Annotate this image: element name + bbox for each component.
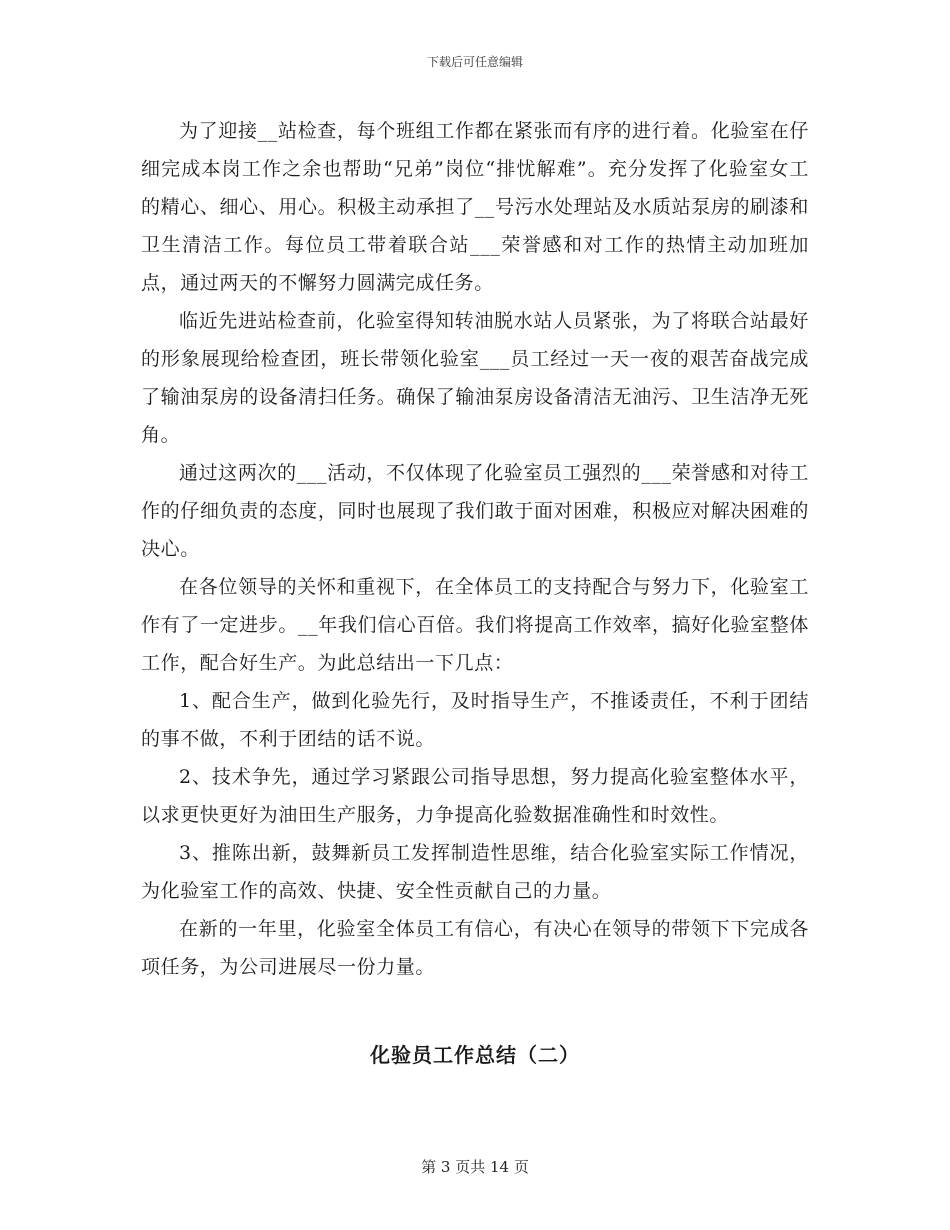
paragraph-4: 在各位领导的关怀和重视下，在全体员工的支持配合与努力下，化验室工作有了一定进步。__年我们信心百倍。我们将提高工作效率，搞好化验室整体工作，配合好生产。为此总结出一下几点：: [141, 576, 809, 674]
list-item-1: 1、配合生产，做到化验先行，及时指导生产，不推诿责任，不利于团结的事不做，不利于团结的话不说。: [141, 690, 809, 750]
paragraph-closing: 在新的一年里，化验室全体员工有信心，有决心在领导的带领下下完成各项任务，为公司进展尽一份力量。: [141, 918, 809, 978]
list-item-3: 3、推陈出新，鼓舞新员工发挥制造性思维，结合化验室实际工作情况，为化验室工作的高效、快捷、安全性贡献自己的力量。: [141, 842, 809, 902]
paragraph-2: 临近先进站检查前，化验室得知转油脱水站人员紧张，为了将联合站最好的形象展现给检查团，班长带领化验室___员工经过一天一夜的艰苦奋战完成了输油泵房的设备清扫任务。确保了输油泵房设备清洁无油污、卫生洁净无死角。: [141, 310, 809, 446]
page-header: 下载后可任意编辑: [426, 55, 523, 69]
page-number: 第 3 页共 14 页: [421, 1158, 529, 1176]
section-title: 化验员工作总结（二）: [370, 1043, 580, 1067]
paragraph-1: 为了迎接__站检查，每个班组工作都在紧张而有序的进行着。化验室在仔细完成本岗工作之余也帮助“兄弟”岗位“排忧解难”。充分发挥了化验室女工的精心、细心、用心。积极主动承担了__号污水处理站及水质站泵房的刷漆和卫生清洁工作。每位员工带着联合站___荣誉感和对工作的热情主动加班加点，通过两天的不懈努力圆满完成任务。: [141, 120, 809, 294]
list-item-2: 2、技术争先，通过学习紧跟公司指导思想，努力提高化验室整体水平，以求更快更好为油田生产服务，力争提高化验数据准确性和时效性。: [141, 766, 809, 826]
document-body: [141, 112, 809, 986]
paragraph-3: 通过这两次的___活动，不仅体现了化验室员工强烈的___荣誉感和对待工作的仔细负责的态度，同时也展现了我们敢于面对困难，积极应对解决困难的决心。: [141, 462, 809, 560]
